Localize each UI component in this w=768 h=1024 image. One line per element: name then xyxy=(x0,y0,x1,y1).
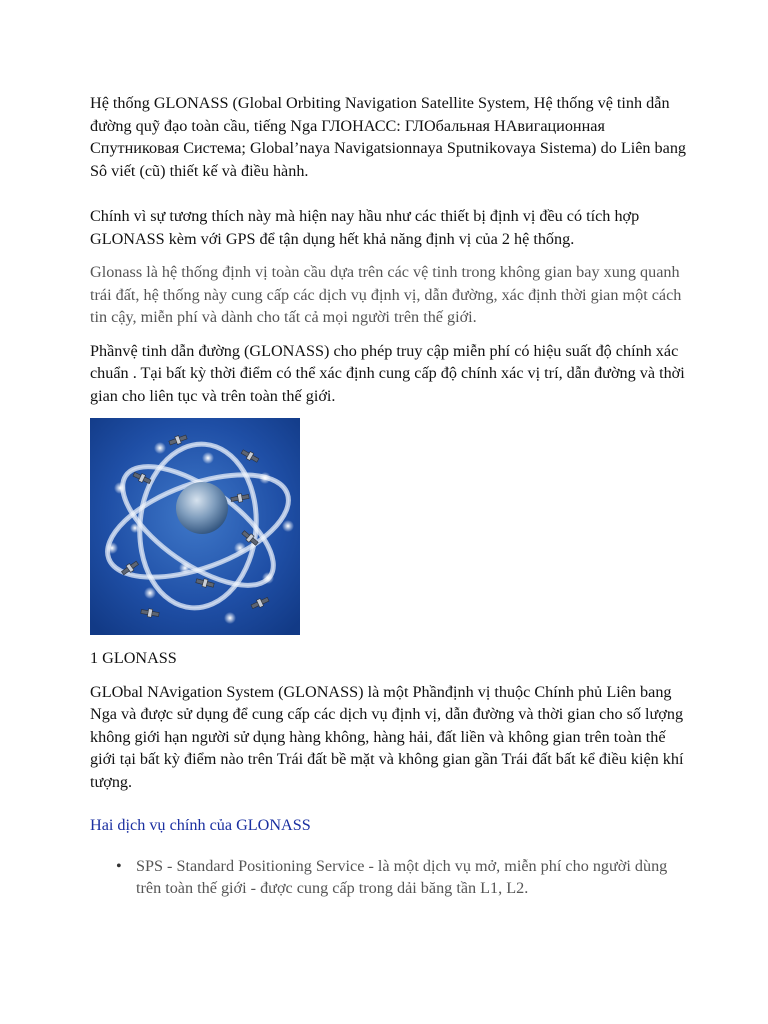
service-text: SPS - Standard Positioning Service - là một dịch vụ mở, miễn phí cho người dùng trên toàn thế giới - được cung cấp trong dải băng tần L1, L2. xyxy=(136,856,668,897)
services-heading: Hai dịch vụ chính của GLONASS xyxy=(90,816,311,834)
bullet-icon: • xyxy=(116,856,122,875)
services-list xyxy=(90,855,690,900)
definition-paragraph: Glonass là hệ thống định vị toàn cầu dựa trên các vệ tinh trong không gian bay xung quanh trái đất, hệ thống này cung cấp các dịch vụ định vị, dẫn đường, xác định thời gian một cách tin cậy, miễn phí và dành cho tất cả mọi người trên thế giới. xyxy=(90,263,682,326)
access-paragraph: Phầnvệ tinh dẫn đường (GLONASS) cho phép truy cập miễn phí có hiệu suất độ chính xác chuẩn . Tại bất kỳ thời điểm có thể xác định cung cấp độ chính xác vị trí, dẫn đường và thời gian cho liên tục và trên toàn thế giới. xyxy=(90,341,685,405)
document-page xyxy=(90,92,690,900)
system-paragraph: GLObal NAvigation System (GLONASS) là một Phầnđịnh vị thuộc Chính phủ Liên bang Nga và được sử dụng để cung cấp các dịch vụ định vị, dẫn đường và thời gian cho số lượng không giới hạn người sử dụng hàng không, hàng hải, đất liền và không gian trên toàn thế giới tại bất kỳ điểm nào trên Trái đất bề mặt và không gian gần Trái đất bất kể điều kiện khí tượng. xyxy=(90,682,684,791)
intro-paragraph: Hệ thống GLONASS (Global Orbiting Navigation Satellite System, Hệ thống vệ tinh dẫn đường quỹ đạo toàn cầu, tiếng Nga ГЛОНАСС: ГЛОбальная НАвигационная Спутниковая Система; Global’naya Navigatsionnaya Sputnikovaya Sistema) do Liên bang Sô viết (cũ) thiết kế và điều hành. xyxy=(90,94,687,180)
satellite-constellation-image xyxy=(90,418,300,635)
integration-paragraph: Chính vì sự tương thích này mà hiện nay hầu như các thiết bị định vị đều có tích hợp GLONASS kèm với GPS để tận dụng hết khả năng định vị của 2 hệ thống. xyxy=(90,207,640,248)
list-item xyxy=(116,855,690,900)
figure-caption: 1 GLONASS xyxy=(90,649,177,667)
